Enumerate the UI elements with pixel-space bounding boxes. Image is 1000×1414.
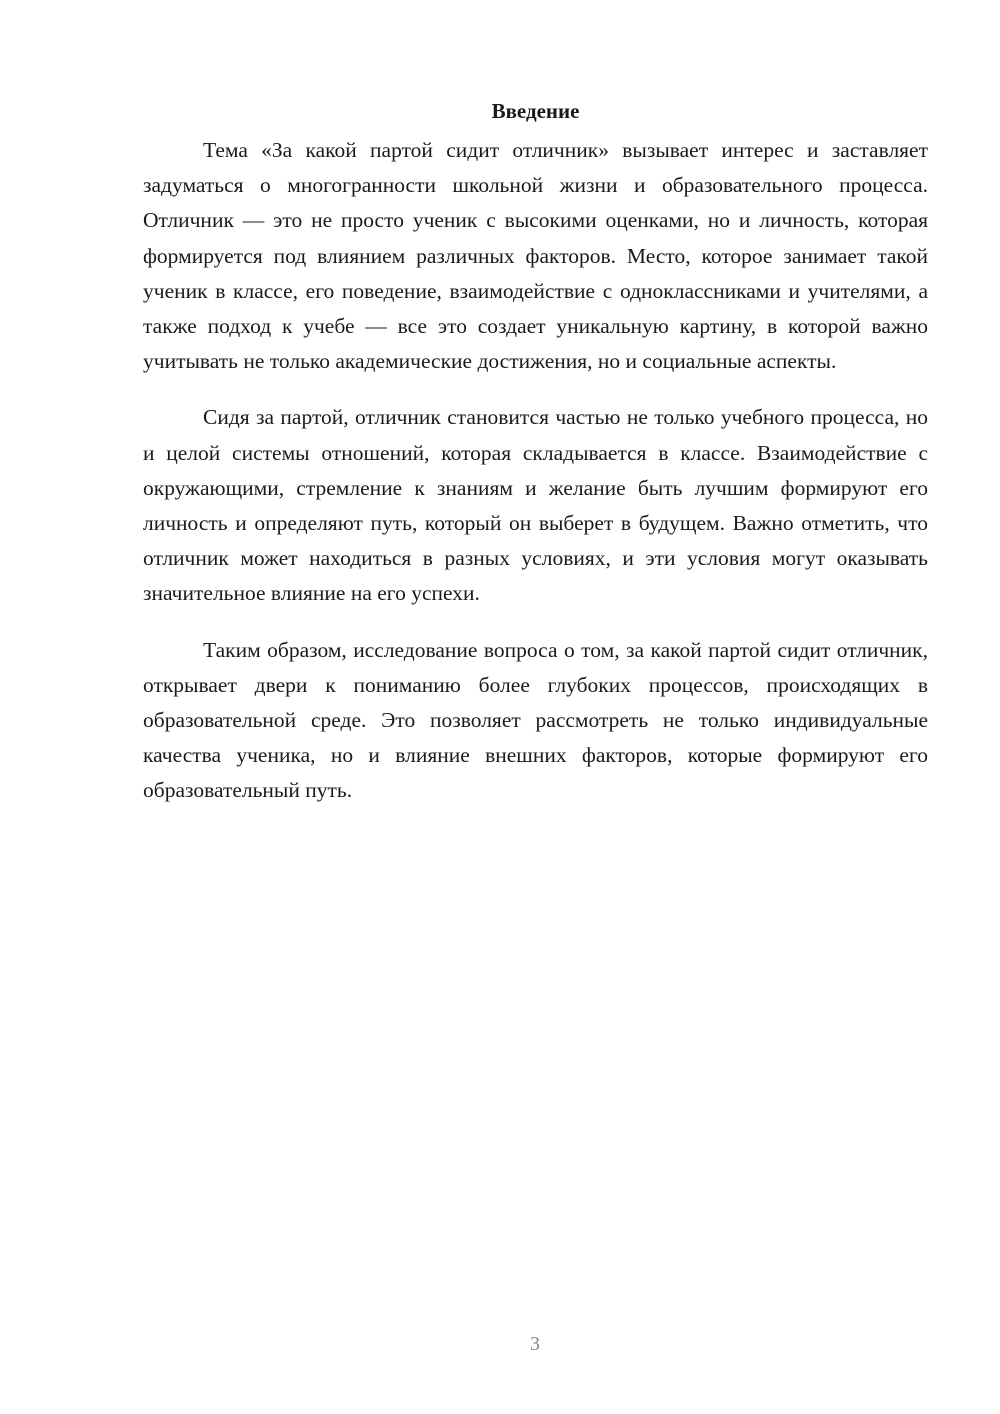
page-number: 3 <box>530 1333 540 1355</box>
section-heading: Введение <box>491 99 580 123</box>
paragraph-1: Тема «За какой партой сидит отличник» вызывает интерес и заставляет задуматься о многогранности школьной жизни и образовательного процесса. Отличник — это не просто ученик с высокими оценками, но и личность, которая формируется под влиянием различных факторов. Место, которое занимает такой ученик в классе, его поведение, взаимодействие с одноклассниками и учителями, а также подход к учебе — все это создает уникальную картину, в которой важно учитывать не только академические достижения, но и социальные аспекты. <box>143 138 928 374</box>
page-content <box>143 94 928 830</box>
paragraph-3: Таким образом, исследование вопроса о том, за какой партой сидит отличник, открывает двери к пониманию более глубоких процессов, происходящих в образовательной среде. Это позволяет рассмотреть не только индивидуальные качества ученика, но и влияние внешних факторов, которые формируют его образовательный путь. <box>143 637 928 803</box>
paragraph-2: Сидя за партой, отличник становится частью не только учебного процесса, но и целой системы отношений, которая складывается в классе. Взаимодействие с окружающими, стремление к знаниям и желание быть лучшим формируют его личность и определяют путь, который он выберет в будущем. Важно отметить, что отличник может находиться в разных условиях, и эти условия могут оказывать значительное влияние на его успехи. <box>143 405 928 606</box>
